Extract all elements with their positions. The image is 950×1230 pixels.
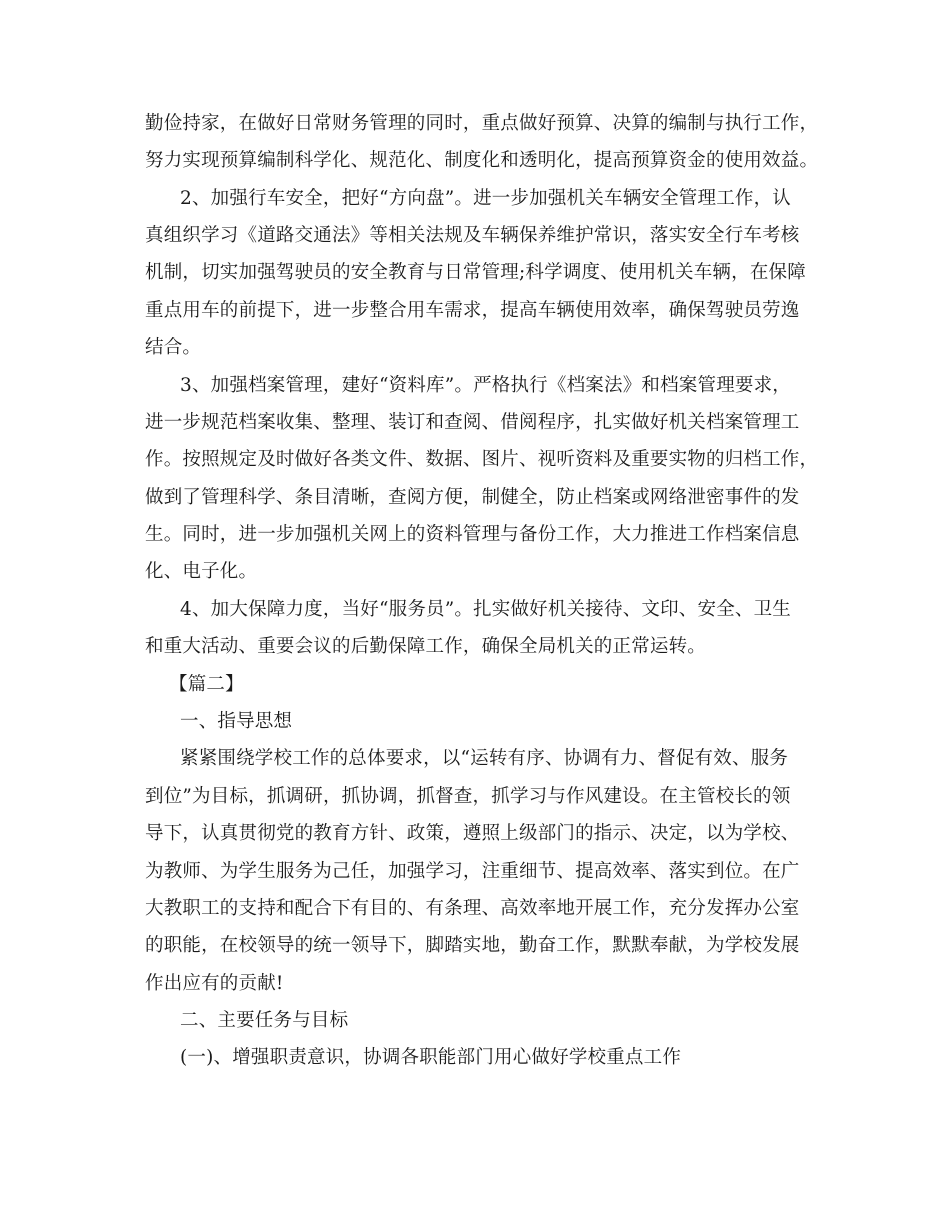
paragraph-start-line: 紧紧围绕学校工作的总体要求，以“运转有序、协调有力、督促有效、服务 <box>180 748 789 769</box>
text-line: 作出应有的贡献! <box>145 973 284 994</box>
text-line: 和重大活动、重要会议的后勤保障工作，确保全局机关的正常运转。 <box>145 636 707 657</box>
text-line: 导下，认真贯彻党的教育方针、政策，遵照上级部门的指示、决定，以为学校、 <box>145 823 800 844</box>
text-line: 到位”为目标，抓调研，抓协调，抓督查，抓学习与作风建设。在主管校长的领 <box>145 786 791 807</box>
section-heading: 【篇二】 <box>169 674 244 695</box>
text-line: 真组织学习《道路交通法》等相关法规及车辆保养维护常识，落实安全行车考核 <box>145 225 800 246</box>
text-line: 为教师、为学生服务为己任，加强学习，注重细节、提高效率、落实到位。在广 <box>145 861 800 882</box>
text-line: 化、电子化。 <box>145 561 258 582</box>
item-heading: (一)、增强职责意识，协调各职能部门用心做好学校重点工作 <box>180 1047 682 1068</box>
paragraph-start-line: 4、加大保障力度，当好“服务员”。扎实做好机关接待、文印、安全、卫生 <box>180 599 791 620</box>
text-line: 机制，切实加强驾驶员的安全教育与日常管理;科学调度、使用机关车辆，在保障 <box>145 262 806 283</box>
text-line: 进一步规范档案收集、整理、装订和查阅、借阅程序，扎实做好机关档案管理工 <box>145 412 800 433</box>
subsection-heading: 一、指导思想 <box>180 711 293 732</box>
paragraph-start-line: 3、加强档案管理，建好“资料库”。严格执行《档案法》和档案管理要求， <box>180 375 791 396</box>
text-line: 结合。 <box>145 337 202 358</box>
text-line: 努力实现预算编制科学化、规范化、制度化和透明化，提高预算资金的使用效益。 <box>145 150 819 171</box>
text-line: 大教职工的支持和配合下有目的、有条理、高效率地开展工作，充分发挥办公室 <box>145 898 800 919</box>
text-line: 勤俭持家，在做好日常财务管理的同时，重点做好预算、决算的编制与执行工作， <box>145 113 819 134</box>
text-line: 作。按照规定及时做好各类文件、数据、图片、视听资料及重要实物的归档工作， <box>145 449 819 470</box>
text-line: 重点用车的前提下，进一步整合用车需求，提高车辆使用效率，确保驾驶员劳逸 <box>145 300 800 321</box>
subsection-heading: 二、主要任务与目标 <box>180 1010 349 1031</box>
text-line: 做到了管理科学、条目清晰，查阅方便，制健全，防止档案或网络泄密事件的发 <box>145 487 800 508</box>
text-line: 的职能，在校领导的统一领导下，脚踏实地，勤奋工作，默默奉献，为学校发展 <box>145 935 800 956</box>
paragraph-start-line: 2、加强行车安全，把好“方向盘”。进一步加强机关车辆安全管理工作，认 <box>180 188 791 209</box>
text-line: 生。同时，进一步加强机关网上的资料管理与备份工作，大力推进工作档案信息 <box>145 524 800 545</box>
